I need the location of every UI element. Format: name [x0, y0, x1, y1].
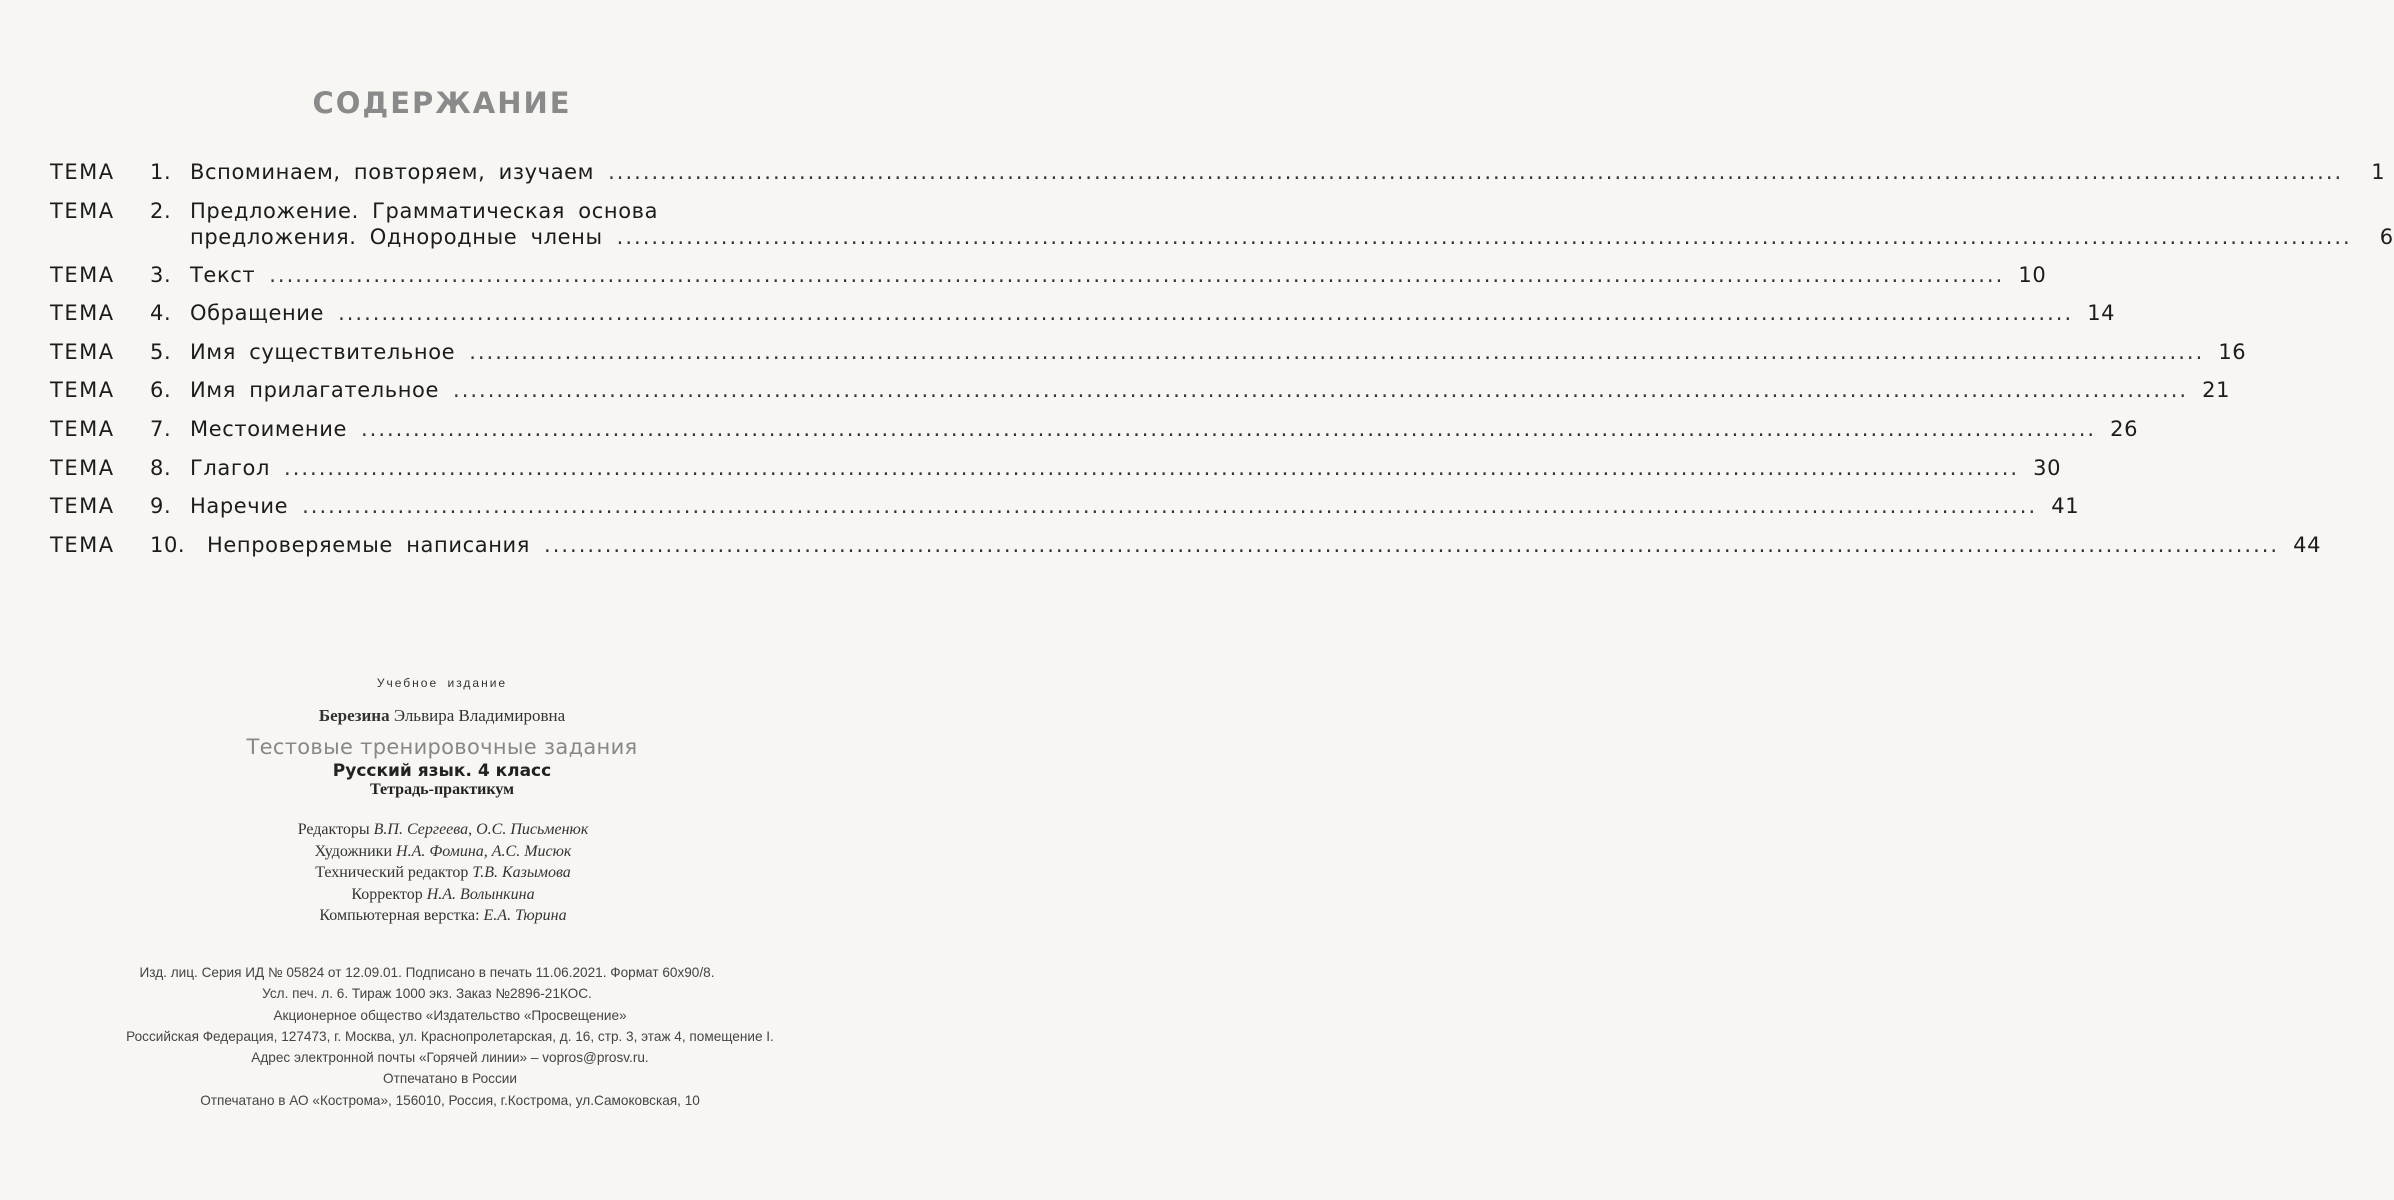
- credit-role: Компьютерная верстка:: [319, 907, 480, 924]
- toc-page-number: 14: [2087, 301, 2116, 326]
- toc-tema-label: ТЕМА: [50, 455, 115, 480]
- colophon-line: Акционерное общество «Издательство «Просвещение»: [273, 1007, 627, 1023]
- toc-page-number: 26: [2110, 416, 2139, 441]
- toc-number: 7.: [150, 416, 172, 441]
- toc-tema-label: ТЕМА: [50, 494, 115, 519]
- toc-leader-dots: ........................................................................................................................................................................................................: [284, 455, 2020, 480]
- toc-tema-label: ТЕМА: [50, 416, 115, 441]
- toc-leader-dots: ........................................................................................................................................................................................................: [469, 339, 2205, 364]
- credit-names: Е.А. Тюрина: [483, 907, 567, 924]
- author-surname: Березина: [318, 706, 390, 725]
- book-kind: Тетрадь-практикум: [369, 781, 515, 798]
- colophon-line: Изд. лиц. Серия ИД № 05824 от 12.09.01. Подписано в печать 11.06.2021. Формат 60x90/8.: [139, 965, 715, 980]
- toc-leader-dots: ........................................................................................................................................................................................................: [338, 301, 2074, 326]
- colophon-line: Усл. печ. л. 6. Тираж 1000 экз. Заказ №2896-21КОС.: [262, 986, 592, 1002]
- toc-leader-dots: ........................................................................................................................................................................................................: [302, 494, 2038, 519]
- credit-line: [0, 841, 900, 863]
- toc-tema-label: ТЕМА: [50, 198, 115, 223]
- table-of-contents: [50, 160, 2394, 571]
- credit-names: Т.В. Казымова: [472, 864, 571, 881]
- toc-number: 6.: [150, 378, 172, 403]
- toc-title: Наречие: [190, 494, 289, 519]
- toc-title: Имя существительное: [190, 339, 456, 364]
- toc-tema-label: ТЕМА: [50, 301, 115, 326]
- toc-title: Текст: [190, 262, 256, 287]
- toc-number: 10.: [150, 532, 186, 557]
- toc-title: Вспоминаем, повторяем, изучаем: [190, 160, 595, 184]
- toc-leader-dots: ........................................................................................................................................................................................................: [616, 224, 2352, 249]
- toc-title-line2: предложения. Однородные члены: [190, 224, 603, 249]
- toc-number: 9.: [150, 494, 172, 519]
- toc-row: [50, 339, 2247, 379]
- toc-page-number: 21: [2202, 378, 2231, 403]
- toc-title: Имя прилагательное: [190, 378, 440, 403]
- edition-type: Учебное издание: [376, 676, 508, 690]
- toc-number: 8.: [150, 455, 172, 480]
- credit-line: [0, 905, 900, 927]
- author-given-names: Эльвира Владимировна: [393, 706, 566, 725]
- toc-page-number: 16: [2218, 339, 2247, 364]
- credit-names: Н.А. Волынкина: [426, 885, 535, 903]
- imprint-block: [0, 676, 900, 927]
- credit-role: Технический редактор: [315, 864, 469, 881]
- toc-row: [50, 455, 2062, 495]
- colophon: [0, 962, 900, 1111]
- credit-names: Н.А. Фомина, А.С. Мисюк: [396, 842, 572, 860]
- credit-line: [0, 884, 900, 906]
- toc-leader-dots: ........................................................................................................................................................................................................: [453, 378, 2189, 403]
- toc-number: 3.: [150, 262, 172, 287]
- toc-leader-dots: ........................................................................................................................................................................................................: [269, 262, 2005, 287]
- toc-number: 1.: [150, 160, 172, 184]
- book-subject: Русский язык. 4 класс: [332, 761, 552, 781]
- toc-title-line1: Предложение. Грамматическая основа: [190, 198, 659, 223]
- credit-line: [0, 819, 900, 841]
- credit-names: В.П. Сергеева, О.С. Письменюк: [373, 821, 589, 838]
- toc-row: [50, 301, 2116, 340]
- page-title: СОДЕРЖАНИЕ: [312, 86, 572, 120]
- colophon-line: Адрес электронной почты «Горячей линии» – vopros@prosv.ru.: [251, 1050, 649, 1066]
- toc-number: 2.: [150, 198, 172, 223]
- toc-row: [50, 494, 2080, 533]
- toc-row: [50, 160, 2386, 199]
- credit-role: Корректор: [351, 885, 423, 903]
- toc-row: [50, 378, 2231, 417]
- toc-page-number: 1: [2371, 160, 2386, 184]
- toc-page-number: 30: [2033, 455, 2062, 480]
- toc-page-number: 10: [2018, 262, 2047, 287]
- toc-tema-label: ТЕМА: [50, 339, 115, 364]
- toc-leader-dots: ........................................................................................................................................................................................................: [360, 416, 2097, 441]
- toc-title: Местоимение: [190, 416, 347, 441]
- credit-line: [0, 862, 900, 884]
- toc-leader-dots: ........................................................................................................................................................................................................: [544, 532, 2280, 557]
- book-title: Тестовые тренировочные задания: [246, 735, 638, 759]
- toc-tema-label: ТЕМА: [50, 378, 115, 403]
- toc-page-number: 6: [2379, 224, 2394, 249]
- toc-number: 5.: [150, 339, 172, 364]
- toc-row: [50, 262, 2047, 302]
- colophon-line: Российская Федерация, 127473, г. Москва, ул. Краснопролетарская, д. 16, стр. 3, этаж 4, помещение I.: [126, 1028, 774, 1044]
- colophon-line: Отпечатано в АО «Кострома», 156010, Россия, г.Кострома, ул.Самоковская, 10: [200, 1092, 700, 1108]
- toc-title: Обращение: [190, 301, 325, 326]
- toc-title: Глагол: [190, 455, 271, 480]
- toc-title: Непроверяемые написания: [207, 532, 531, 557]
- toc-page-number: 44: [2293, 532, 2322, 557]
- credit-role: Редакторы: [297, 821, 370, 838]
- credit-role: Художники: [314, 842, 393, 860]
- toc-row: [50, 416, 2139, 456]
- toc-tema-label: ТЕМА: [50, 532, 115, 557]
- toc-row: [50, 532, 2322, 572]
- credits: [0, 819, 900, 927]
- toc-leader-dots: ........................................................................................................................................................................................................: [608, 160, 2344, 184]
- colophon-line: Отпечатано в России: [383, 1071, 517, 1087]
- toc-tema-label: ТЕМА: [50, 262, 115, 287]
- author: [0, 706, 900, 726]
- toc-page-number: 41: [2051, 494, 2080, 519]
- toc-tema-label: ТЕМА: [50, 160, 115, 184]
- toc-row: [50, 198, 2394, 263]
- toc-number: 4.: [150, 301, 172, 326]
